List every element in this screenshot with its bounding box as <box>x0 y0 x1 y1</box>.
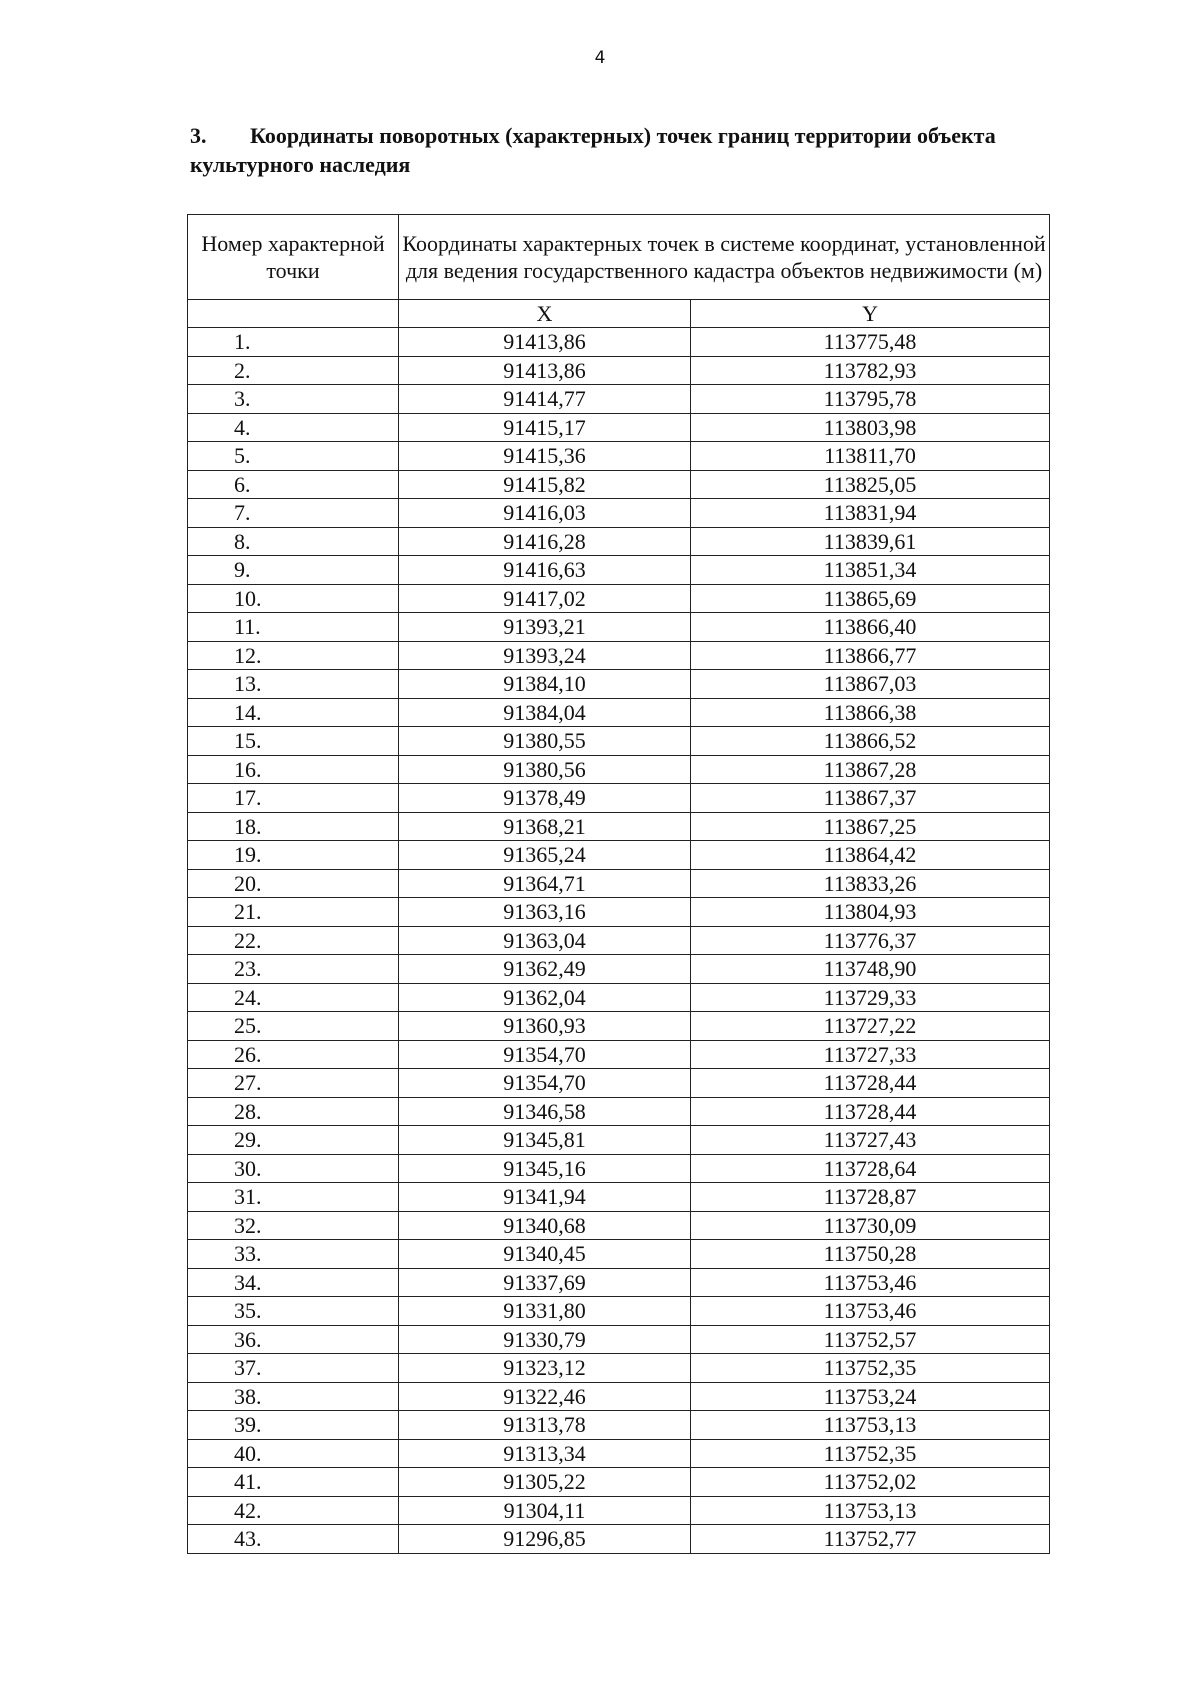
table-row <box>188 442 1050 471</box>
empty-subheader-cell <box>188 300 399 328</box>
table-row <box>188 670 1050 699</box>
point-number-cell: 39. <box>188 1411 399 1440</box>
table-row <box>188 841 1050 870</box>
x-coordinate-cell: 91331,80 <box>399 1297 691 1326</box>
y-coordinate-cell: 113867,03 <box>691 670 1050 699</box>
table-subheader-row <box>188 300 1050 328</box>
y-coordinate-cell: 113728,87 <box>691 1183 1050 1212</box>
y-coordinate-cell: 113833,26 <box>691 869 1050 898</box>
point-number-cell: 25. <box>188 1012 399 1041</box>
table-row <box>188 1525 1050 1554</box>
y-coordinate-cell: 113825,05 <box>691 470 1050 499</box>
y-coordinate-cell: 113867,25 <box>691 812 1050 841</box>
y-coordinate-cell: 113748,90 <box>691 955 1050 984</box>
y-coordinate-cell: 113804,93 <box>691 898 1050 927</box>
x-coordinate-cell: 91345,81 <box>399 1126 691 1155</box>
point-number-cell: 15. <box>188 727 399 756</box>
page-number: 4 <box>594 48 606 68</box>
table-row <box>188 1069 1050 1098</box>
table-row <box>188 1211 1050 1240</box>
y-coordinate-cell: 113727,43 <box>691 1126 1050 1155</box>
x-coordinate-cell: 91322,46 <box>399 1382 691 1411</box>
point-number-cell: 35. <box>188 1297 399 1326</box>
point-number-cell: 5. <box>188 442 399 471</box>
x-coordinate-cell: 91393,21 <box>399 613 691 642</box>
table-row <box>188 1240 1050 1269</box>
y-coordinate-cell: 113775,48 <box>691 328 1050 357</box>
y-coordinate-cell: 113795,78 <box>691 385 1050 414</box>
y-coordinate-cell: 113752,57 <box>691 1325 1050 1354</box>
x-coordinate-cell: 91362,49 <box>399 955 691 984</box>
point-number-cell: 14. <box>188 698 399 727</box>
point-number-cell: 42. <box>188 1496 399 1525</box>
x-coordinate-cell: 91384,10 <box>399 670 691 699</box>
x-coordinate-cell: 91330,79 <box>399 1325 691 1354</box>
table-row <box>188 869 1050 898</box>
table-row <box>188 556 1050 585</box>
coordinates-header: Координаты характерных точек в системе координат, установленной для ведения государственного кадастра объектов недвижимости (м) <box>399 215 1050 300</box>
x-coordinate-cell: 91363,04 <box>399 926 691 955</box>
y-coordinate-cell: 113782,93 <box>691 356 1050 385</box>
y-coordinate-cell: 113811,70 <box>691 442 1050 471</box>
y-coordinate-cell: 113866,40 <box>691 613 1050 642</box>
y-coordinate-cell: 113727,33 <box>691 1040 1050 1069</box>
table-row <box>188 470 1050 499</box>
table-row <box>188 1354 1050 1383</box>
x-header: X <box>399 300 691 328</box>
x-coordinate-cell: 91380,55 <box>399 727 691 756</box>
point-number-cell: 13. <box>188 670 399 699</box>
section-title: Координаты поворотных (характерных) точек границ территории объекта культурного наследия <box>190 123 996 177</box>
y-coordinate-cell: 113753,13 <box>691 1411 1050 1440</box>
point-number-cell: 23. <box>188 955 399 984</box>
point-number-header: Номер характерной точки <box>188 215 399 300</box>
table-row <box>188 356 1050 385</box>
y-coordinate-cell: 113752,77 <box>691 1525 1050 1554</box>
table-row <box>188 898 1050 927</box>
y-coordinate-cell: 113864,42 <box>691 841 1050 870</box>
point-number-cell: 29. <box>188 1126 399 1155</box>
point-number-cell: 33. <box>188 1240 399 1269</box>
point-number-cell: 18. <box>188 812 399 841</box>
table-row <box>188 1382 1050 1411</box>
section-number: 3. <box>190 123 207 148</box>
x-coordinate-cell: 91380,56 <box>399 755 691 784</box>
section-heading <box>190 121 1090 179</box>
x-coordinate-cell: 91323,12 <box>399 1354 691 1383</box>
y-coordinate-cell: 113867,28 <box>691 755 1050 784</box>
x-coordinate-cell: 91378,49 <box>399 784 691 813</box>
table-row <box>188 1012 1050 1041</box>
table-row <box>188 698 1050 727</box>
x-coordinate-cell: 91415,17 <box>399 413 691 442</box>
point-number-cell: 8. <box>188 527 399 556</box>
table-row <box>188 413 1050 442</box>
x-coordinate-cell: 91304,11 <box>399 1496 691 1525</box>
table-row <box>188 1325 1050 1354</box>
table-row <box>188 955 1050 984</box>
point-number-cell: 43. <box>188 1525 399 1554</box>
table-body <box>188 328 1050 1554</box>
coordinates-table <box>187 214 1050 1554</box>
point-number-cell: 34. <box>188 1268 399 1297</box>
point-number-cell: 30. <box>188 1154 399 1183</box>
table-header-row <box>188 215 1050 300</box>
x-coordinate-cell: 91354,70 <box>399 1069 691 1098</box>
x-coordinate-cell: 91340,68 <box>399 1211 691 1240</box>
point-number-cell: 9. <box>188 556 399 585</box>
table-row <box>188 1439 1050 1468</box>
point-number-cell: 17. <box>188 784 399 813</box>
y-coordinate-cell: 113753,13 <box>691 1496 1050 1525</box>
y-coordinate-cell: 113729,33 <box>691 983 1050 1012</box>
x-coordinate-cell: 91415,36 <box>399 442 691 471</box>
point-number-cell: 41. <box>188 1468 399 1497</box>
y-coordinate-cell: 113839,61 <box>691 527 1050 556</box>
table-row <box>188 727 1050 756</box>
table-row <box>188 1126 1050 1155</box>
y-coordinate-cell: 113865,69 <box>691 584 1050 613</box>
x-coordinate-cell: 91360,93 <box>399 1012 691 1041</box>
point-number-cell: 37. <box>188 1354 399 1383</box>
point-number-cell: 40. <box>188 1439 399 1468</box>
y-header: Y <box>691 300 1050 328</box>
y-coordinate-cell: 113803,98 <box>691 413 1050 442</box>
x-coordinate-cell: 91296,85 <box>399 1525 691 1554</box>
table-row <box>188 1496 1050 1525</box>
table-row <box>188 812 1050 841</box>
point-number-cell: 38. <box>188 1382 399 1411</box>
point-number-cell: 24. <box>188 983 399 1012</box>
x-coordinate-cell: 91337,69 <box>399 1268 691 1297</box>
table-row <box>188 1097 1050 1126</box>
table-row <box>188 926 1050 955</box>
x-coordinate-cell: 91413,86 <box>399 328 691 357</box>
table-row <box>188 328 1050 357</box>
y-coordinate-cell: 113753,24 <box>691 1382 1050 1411</box>
x-coordinate-cell: 91354,70 <box>399 1040 691 1069</box>
point-number-cell: 16. <box>188 755 399 784</box>
table-row <box>188 755 1050 784</box>
point-number-cell: 26. <box>188 1040 399 1069</box>
y-coordinate-cell: 113866,52 <box>691 727 1050 756</box>
y-coordinate-cell: 113727,22 <box>691 1012 1050 1041</box>
table-row <box>188 1040 1050 1069</box>
table-row <box>188 499 1050 528</box>
point-number-cell: 28. <box>188 1097 399 1126</box>
table-row <box>188 527 1050 556</box>
table-row <box>188 1297 1050 1326</box>
x-coordinate-cell: 91362,04 <box>399 983 691 1012</box>
x-coordinate-cell: 91416,63 <box>399 556 691 585</box>
table-row <box>188 784 1050 813</box>
point-number-cell: 4. <box>188 413 399 442</box>
point-number-cell: 20. <box>188 869 399 898</box>
table-row <box>188 983 1050 1012</box>
point-number-cell: 22. <box>188 926 399 955</box>
x-coordinate-cell: 91340,45 <box>399 1240 691 1269</box>
y-coordinate-cell: 113752,35 <box>691 1354 1050 1383</box>
x-coordinate-cell: 91345,16 <box>399 1154 691 1183</box>
table-row <box>188 1154 1050 1183</box>
x-coordinate-cell: 91346,58 <box>399 1097 691 1126</box>
x-coordinate-cell: 91416,28 <box>399 527 691 556</box>
point-number-cell: 31. <box>188 1183 399 1212</box>
y-coordinate-cell: 113728,44 <box>691 1069 1050 1098</box>
x-coordinate-cell: 91384,04 <box>399 698 691 727</box>
y-coordinate-cell: 113728,44 <box>691 1097 1050 1126</box>
x-coordinate-cell: 91305,22 <box>399 1468 691 1497</box>
point-number-cell: 27. <box>188 1069 399 1098</box>
point-number-cell: 6. <box>188 470 399 499</box>
y-coordinate-cell: 113728,64 <box>691 1154 1050 1183</box>
y-coordinate-cell: 113866,38 <box>691 698 1050 727</box>
table-row <box>188 1468 1050 1497</box>
point-number-cell: 19. <box>188 841 399 870</box>
x-coordinate-cell: 91313,34 <box>399 1439 691 1468</box>
y-coordinate-cell: 113753,46 <box>691 1297 1050 1326</box>
x-coordinate-cell: 91417,02 <box>399 584 691 613</box>
x-coordinate-cell: 91393,24 <box>399 641 691 670</box>
x-coordinate-cell: 91416,03 <box>399 499 691 528</box>
y-coordinate-cell: 113750,28 <box>691 1240 1050 1269</box>
x-coordinate-cell: 91363,16 <box>399 898 691 927</box>
table-row <box>188 385 1050 414</box>
y-coordinate-cell: 113752,02 <box>691 1468 1050 1497</box>
point-number-cell: 11. <box>188 613 399 642</box>
point-number-cell: 32. <box>188 1211 399 1240</box>
y-coordinate-cell: 113730,09 <box>691 1211 1050 1240</box>
x-coordinate-cell: 91313,78 <box>399 1411 691 1440</box>
table-row <box>188 641 1050 670</box>
point-number-cell: 21. <box>188 898 399 927</box>
table-row <box>188 1183 1050 1212</box>
y-coordinate-cell: 113753,46 <box>691 1268 1050 1297</box>
x-coordinate-cell: 91413,86 <box>399 356 691 385</box>
x-coordinate-cell: 91368,21 <box>399 812 691 841</box>
y-coordinate-cell: 113752,35 <box>691 1439 1050 1468</box>
table-row <box>188 584 1050 613</box>
table-row <box>188 613 1050 642</box>
point-number-cell: 2. <box>188 356 399 385</box>
x-coordinate-cell: 91365,24 <box>399 841 691 870</box>
x-coordinate-cell: 91414,77 <box>399 385 691 414</box>
y-coordinate-cell: 113776,37 <box>691 926 1050 955</box>
y-coordinate-cell: 113867,37 <box>691 784 1050 813</box>
point-number-cell: 12. <box>188 641 399 670</box>
point-number-cell: 36. <box>188 1325 399 1354</box>
point-number-cell: 7. <box>188 499 399 528</box>
y-coordinate-cell: 113866,77 <box>691 641 1050 670</box>
y-coordinate-cell: 113851,34 <box>691 556 1050 585</box>
x-coordinate-cell: 91341,94 <box>399 1183 691 1212</box>
table-row <box>188 1411 1050 1440</box>
x-coordinate-cell: 91364,71 <box>399 869 691 898</box>
point-number-cell: 3. <box>188 385 399 414</box>
point-number-cell: 10. <box>188 584 399 613</box>
y-coordinate-cell: 113831,94 <box>691 499 1050 528</box>
table-row <box>188 1268 1050 1297</box>
point-number-cell: 1. <box>188 328 399 357</box>
x-coordinate-cell: 91415,82 <box>399 470 691 499</box>
